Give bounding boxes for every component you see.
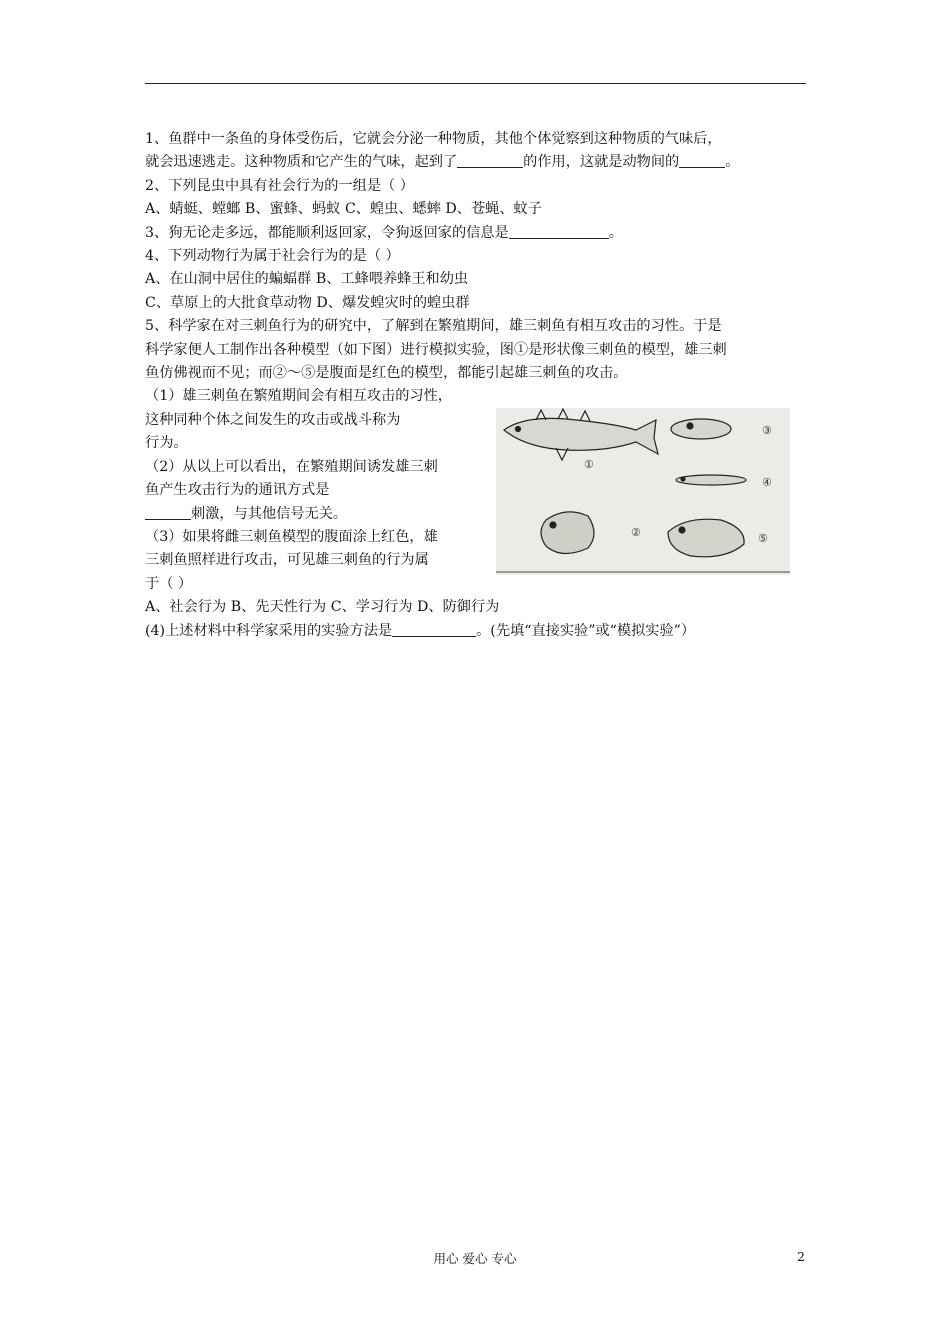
model-3-shape [671, 419, 731, 439]
model-2-shape [541, 512, 594, 554]
figure-label-2: ② [631, 526, 641, 539]
q5-part2-line2: 鱼产生攻击行为的通讯方式是 [145, 482, 330, 499]
figure-label-5: ⑤ [758, 532, 768, 545]
q5-part3-line3: 于（ ） [145, 575, 193, 592]
header-rule [145, 83, 806, 84]
q3-stem: 3、狗无论走多远，都能顺利返回家，令狗返回家的信息是 。 [145, 224, 623, 241]
footer-slogan: 用心 爱心 专心 [433, 1251, 517, 1266]
answer-blank [679, 153, 725, 168]
fish-models-illustration [496, 408, 790, 575]
q4-options-cd: C、草原上的大批食草动物 D、爆发蝗灾时的蝗虫群 [145, 294, 470, 311]
model-5-shape [668, 519, 744, 557]
q5-part3-line1: （3）如果将雌三刺鱼模型的腹面涂上红色，雄 [145, 528, 438, 545]
figure-label-3: ③ [762, 424, 772, 437]
q5-part4: (4)上述材料中科学家采用的实验方法是 。(先填“直接实验”或“模拟实验”） [145, 622, 696, 639]
q5-part2-line1: （2）从以上可以看出，在繁殖期间诱发雄三刺 [145, 458, 438, 475]
q5-intro-3: 鱼仿佛视而不见；而②～⑤是腹面是红色的模型，都能引起雄三刺鱼的攻击。 [145, 365, 628, 382]
q4-stem: 4、下列动物行为属于社会行为的是（ ） [145, 248, 400, 265]
q5-intro-2: 科学家便人工制作出各种模型（如下图）进行模拟实验，图①是形状像三刺鱼的模型，雄三刺 [145, 341, 727, 358]
answer-blank [392, 622, 476, 637]
page-number: 2 [797, 1249, 805, 1264]
q5-part1-line1: （1）雄三刺鱼在繁殖期间会有相互攻击的习性， [145, 388, 452, 405]
q5-part2-line3: 刺激，与其他信号无关。 [145, 503, 485, 526]
q5-part1-line2: 这种同种个体之间发生的攻击或战斗称为 [145, 411, 401, 428]
q1-line2: 就会迅速逃走。这种物质和它产生的气味，起到了 的作用，这就是动物间的 。 [145, 154, 740, 171]
q5-part1-line3: 行为。 [145, 435, 188, 452]
q1-line1: 1、鱼群中一条鱼的身体受伤后，它就会分泌一种物质，其他个体觉察到这种物质的气味后， [145, 131, 722, 147]
q2-options: A、蜻蜓、螳螂 B、蜜蜂、蚂蚁 C、蝗虫、蟋蟀 D、苍蝇、蚊子 [145, 201, 542, 218]
q4-options-ab: A、在山洞中居住的蝙蝠群 B、工蜂喂养蜂王和幼虫 [145, 271, 469, 288]
q2-stem: 2、下列昆虫中具有社会行为的一组是（ ） [145, 177, 414, 194]
q5-part3-line2: 三刺鱼照样进行攻击，可见雄三刺鱼的行为属 [145, 552, 429, 569]
figure-label-1: ① [584, 458, 594, 471]
q5-intro-1: 5、科学家在对三刺鱼行为的研究中，了解到在繁殖期间，雄三刺鱼有相互攻击的习性。于是 [145, 318, 722, 335]
answer-blank [145, 505, 191, 520]
answer-blank [457, 153, 523, 168]
q5-part3-options: A、社会行为 B、先天性行为 C、学习行为 D、防御行为 [145, 599, 500, 616]
answer-blank [509, 224, 609, 239]
stickleback-models-figure [496, 408, 790, 575]
figure-label-4: ④ [762, 476, 772, 489]
model-4-shape [676, 475, 746, 485]
